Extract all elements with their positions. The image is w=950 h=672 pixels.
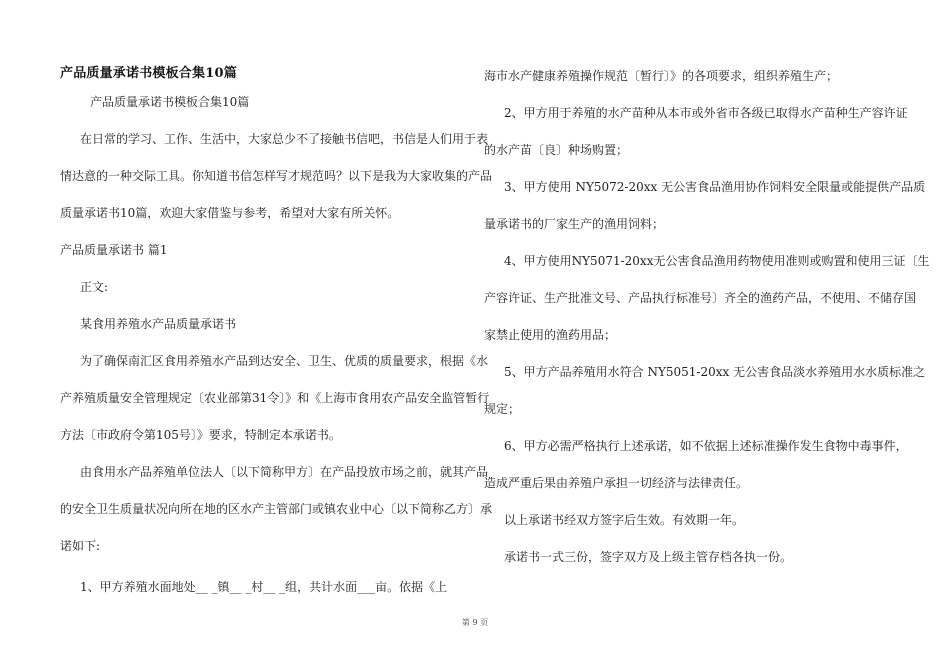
party-line-1: 由食用水产品养殖单位法人〔以下简称甲方〕在产品投放市场之前，就其产品 bbox=[80, 465, 489, 479]
party-line-2: 的安全卫生质量状况向所在地的区水产主管部门或镇农业中心〔以下简称乙方〕承 bbox=[60, 502, 493, 516]
clause-5-line-2: 规定； bbox=[484, 402, 521, 416]
clause-4-line-2: 产容许证、生产批准文号、产品执行标准号〕齐全的渔药产品，不使用、不储存国 bbox=[484, 291, 917, 305]
clause-4-line-3: 家禁止使用的渔药用品； bbox=[484, 328, 617, 342]
validity-line: 以上承诺书经双方签字后生效。有效期一年。 bbox=[504, 513, 745, 527]
intro-line-2: 情达意的一种交际工具。你知道书信怎样写才规范吗？以下是我为大家收集的产品 bbox=[60, 169, 493, 183]
letter-heading: 某食用养殖水产品质量承诺书 bbox=[80, 317, 237, 331]
purpose-line-3: 方法〔市政府令第105号〕》要求，特制定本承诺书。 bbox=[60, 428, 341, 442]
document-title: 产品质量承诺书模板合集10篇 bbox=[60, 66, 237, 81]
clause-6-line-1: 6、甲方必需严格执行上述承诺，如不依据上述标准操作发生食物中毒事件， bbox=[504, 439, 908, 453]
clause-6-line-2: 造成严重后果由养殖户承担一切经济与法律责任。 bbox=[484, 476, 749, 490]
copies-line: 承诺书一式三份，签字双方及上级主管存档各执一份。 bbox=[504, 550, 793, 564]
clause-5-line-1: 5、甲方产品养殖用水符合 NY5051-20xx 无公害食品淡水养殖用水水质标准之 bbox=[504, 365, 926, 379]
clause-1-line-2: 海市水产健康养殖操作规范〔暂行〕》的各项要求，组织养殖生产； bbox=[484, 69, 839, 83]
clause-2-line-2: 的水产苗〔良〕种场购置； bbox=[484, 143, 629, 157]
clause-1-line-1: 1、甲方养殖水面地处__ _镇__ _村__ _组，共计水面___亩。依据《上 bbox=[80, 580, 448, 594]
intro-line-3: 质量承诺书10篇，欢迎大家借鉴与参考，希望对大家有所关怀。 bbox=[60, 206, 400, 220]
clause-3-line-2: 量承诺书的厂家生产的渔用饲料； bbox=[484, 217, 665, 231]
body-label: 正文: bbox=[80, 280, 109, 294]
intro-line-1: 在日常的学习、工作、生活中，大家总少不了接触书信吧，书信是人们用于表 bbox=[80, 132, 489, 146]
subtitle-line: 产品质量承诺书模板合集10篇 bbox=[90, 95, 250, 109]
clause-2-line-1: 2、甲方用于养殖的水产苗种从本市或外省市各级已取得水产苗种生产容许证 bbox=[504, 106, 908, 120]
section-heading: 产品质量承诺书 篇1 bbox=[60, 243, 168, 257]
page-number: 第 9 页 bbox=[461, 618, 489, 627]
clause-4-line-1: 4、甲方使用NY5071-20xx无公害食品渔用药物使用准则或购置和使用三证〔生 bbox=[504, 254, 930, 268]
clause-3-line-1: 3、甲方使用 NY5072-20xx 无公害食品渔用协作饲料安全限量或能提供产品质 bbox=[504, 180, 926, 194]
purpose-line-1: 为了确保南汇区食用养殖水产品到达安全、卫生、优质的质量要求，根据《水 bbox=[80, 354, 489, 368]
party-line-3: 诺如下: bbox=[60, 539, 101, 553]
purpose-line-2: 产养殖质量安全管理规定〔农业部第31令〕》和《上海市食用农产品安全监管暂行 bbox=[60, 391, 490, 405]
